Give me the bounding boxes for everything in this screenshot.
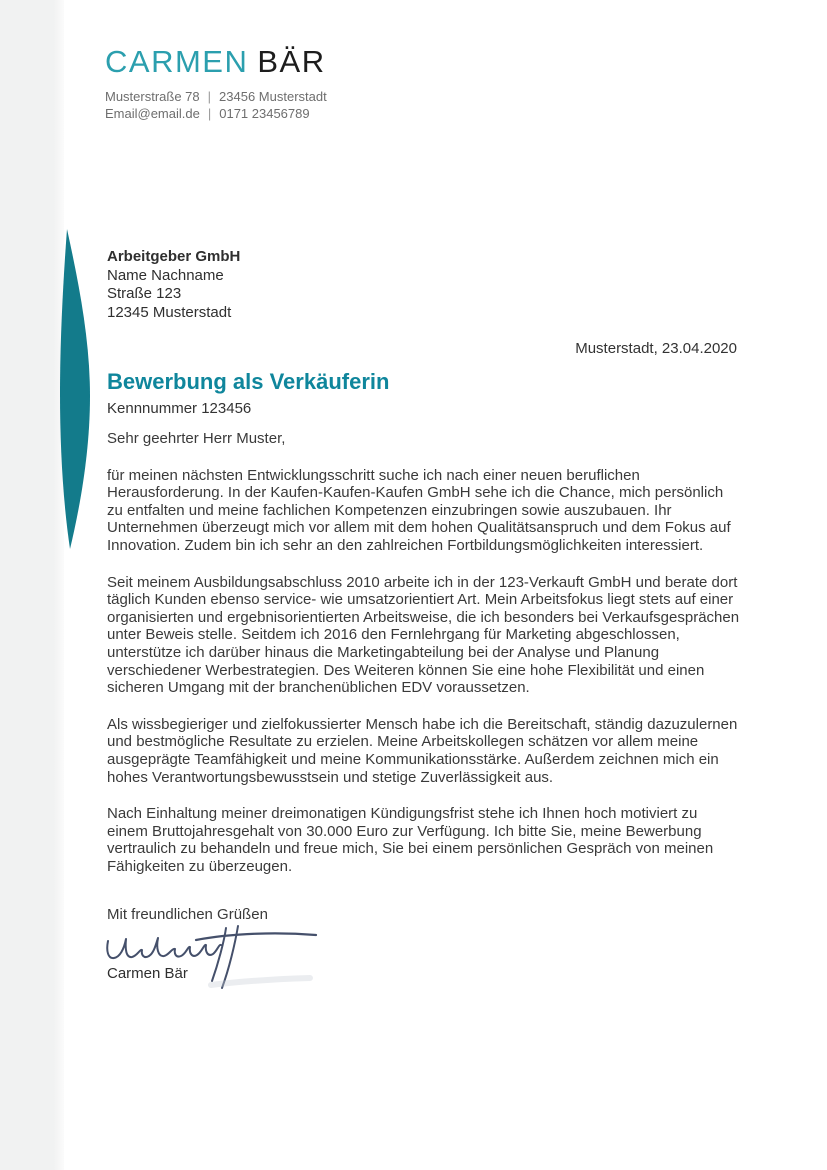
applicant-last-name: BÄR: [257, 44, 326, 79]
salutation: Sehr geehrter Herr Muster,: [107, 430, 286, 447]
recipient-city: 12345 Musterstadt: [107, 303, 232, 321]
teal-crescent-decoration: [55, 226, 95, 556]
letter-paragraph: Seit meinem Ausbildungsabschluss 2010 arbeite ich in der 123-Verkauft GmbH und berate dort täglich Kunden ebenso service- wie umsatzorientiert Art. Mein Arbeitsfokus liegt stets auf einer organisierten und ergebnisorientierten Arbeitsweise, die ich besonders bei Verkaufsgesprächen unter Beweis stelle. Seitdem ich 2016 den Fernlehrgang für Marketing abgeschlossen, unterstütze ich darüber hinaus die Marketingabteilung bei der Analyse und Planung verschiedener Werbestrategien. Des Weiteren können Sie eine hohe Flexibilität und einen sicheren Umgang mit der branchenüblichen EDV voraussetzen.: [107, 573, 740, 697]
recipient-contact-name: Name Nachname: [107, 266, 224, 284]
separator-pipe: |: [207, 89, 212, 104]
recipient-street: Straße 123: [107, 285, 182, 302]
street-address: Musterstraße 78: [105, 89, 200, 104]
signer-name: Carmen Bär: [107, 965, 188, 982]
subject-block: [107, 370, 389, 417]
applicant-name: [105, 44, 327, 80]
letter-paragraph: Als wissbegieriger und zielfokussierter Mensch habe ich die Bereitschaft, ständig dazuzulernen und bestmögliche Resultate zu erzielen. Meine Arbeitskollegen schätzen vor allem meine ausgeprägte Teamfähigkeit und meine Kommunikationsstärke. Außerdem zeichnen mich ein hohes Verantwortungsbewusstsein und stetige Zuverlässigkeit aus.: [107, 715, 738, 786]
letterhead: [105, 44, 327, 122]
contact-info: [105, 88, 327, 122]
email-address: Email@email.de: [105, 106, 200, 121]
reference-number: Kennnummer 123456: [107, 400, 252, 417]
letter-paragraph: für meinen nächsten Entwicklungsschritt suche ich nach einer neuen beruflichen Herausforderung. In der Kaufen-Kaufen-Kaufen GmbH sehe ich die Chance, mich persönlich zu entfalten und meine fachlichen Kompetenzen einzubringen sowie auszubauen. Ihr Unternehmen überzeugt mich vor allem mit dem hohen Qualitätsanspruch und dem Fokus auf Innovation. Zudem bin ich sehr an den zahlreichen Fortbildungsmöglichkeiten interessiert.: [107, 466, 731, 554]
separator-pipe: |: [207, 106, 212, 121]
applicant-first-name: CARMEN: [105, 44, 249, 79]
left-margin-band: [0, 0, 64, 1170]
recipient-company: Arbeitgeber GmbH: [107, 248, 241, 265]
closing-phrase: Mit freundlichen Grüßen: [107, 906, 268, 923]
phone-number: 0171 23456789: [219, 106, 310, 121]
letter-body: [107, 430, 740, 875]
contact-line-address: [105, 88, 327, 105]
subject-title: Bewerbung als Verkäuferin: [107, 369, 390, 394]
postal-city: 23456 Musterstadt: [219, 89, 327, 104]
place-and-date: Musterstadt, 23.04.2020: [575, 340, 737, 357]
recipient-address-block: [107, 248, 240, 322]
letter-paragraph: Nach Einhaltung meiner dreimonatigen Kündigungsfrist stehe ich Ihnen hoch motiviert zu einem Bruttojahresgehalt von 30.000 Euro zur Verfügung. Ich bitte Sie, meine Bewerbung vertraulich zu behandeln und freue mich, Sie bei einem persönlichen Gespräch von meinen Fähigkeiten zu überzeugen.: [107, 805, 714, 875]
contact-line-email-phone: [105, 105, 327, 122]
